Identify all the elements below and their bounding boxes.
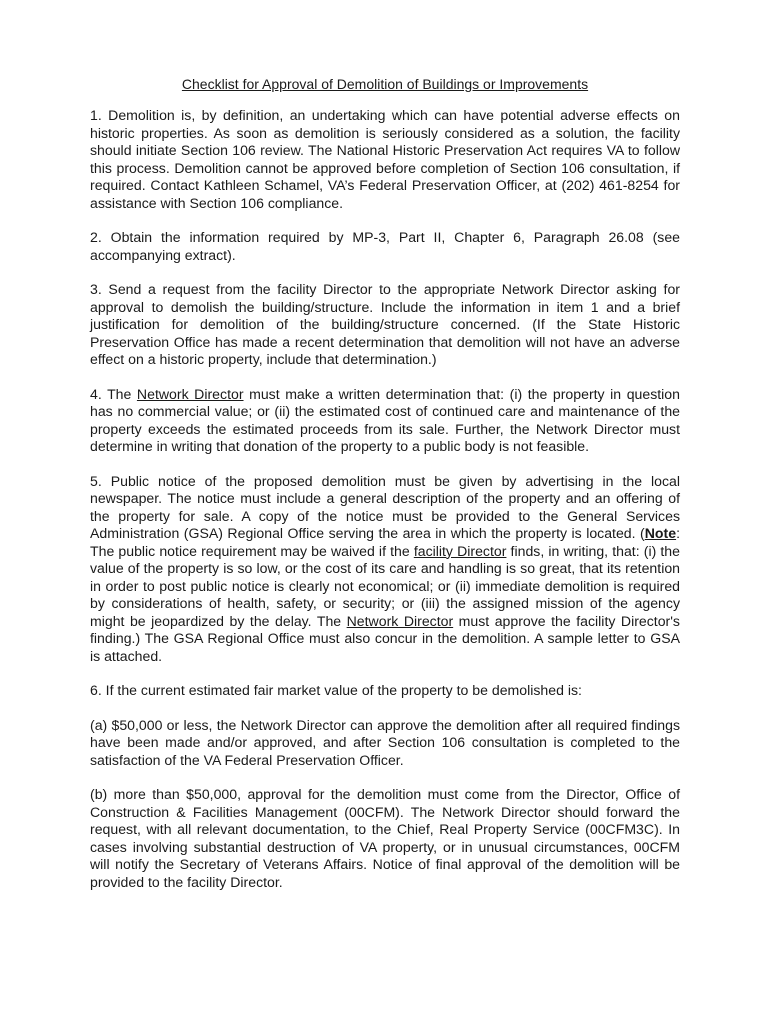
paragraph-6b: (b) more than $50,000, approval for the demolition must come from the Director, Office of Construction & Facilities Management (00CFM). The Network Director should forward the request, with all relevant documentation, to the Chief, Real Property Service (00CFM3C). In cases involving substantial destruction of VA property, or in unusual circumstances, 00CFM will notify the Secretary of Veterans Affairs. Notice of final approval of the demolition will be provided to the facility Director. [90,786,680,890]
facility-director-underlined: facility Director [413,542,507,559]
paragraph-5-text-a: 5. Public notice of the proposed demolition must be given by advertising in the local newspaper. The notice must include a general description of the property and an offering of the property for sale. A copy of the notice must be provided to the General Services Administration (GSA) Regional Office serving the area in which the property is located. ( [90,472,680,541]
paragraph-4-text-a: 4. The [90,385,137,402]
note-label: Note [644,525,677,541]
paragraph-5 [90,473,680,666]
paragraph-2: 2. Obtain the information required by MP-3, Part II, Chapter 6, Paragraph 26.08 (see accompanying extract). [90,229,680,263]
paragraph-5-text-d: must approve the facility Director's finding.) The GSA Regional Office must also concur in the demolition. A sample letter to GSA is attached. [90,612,680,664]
paragraph-4 [90,386,680,456]
paragraph-5-text-c: finds, in writing, that: (i) the value of the property is so low, or the cost of its care and handling is so great, that its retention in order to post public notice is clearly not economical; or (ii) immediate demolition is required by considerations of health, safety, or security; or (iii) the assigned mission of the agency might be jeopardized by the delay. The [90,542,680,629]
paragraph-5-text-b: : The public notice requirement may be waived if the [90,525,680,559]
network-director-underlined: Network Director [136,385,244,402]
paragraph-1: 1. Demolition is, by definition, an undertaking which can have potential adverse effects on historic properties. As soon as demolition is seriously considered as a solution, the facility should initiate Section 106 review. The National Historic Preservation Act requires VA to follow this process. Demolition cannot be approved before completion of Section 106 consultation, if required. Contact Kathleen Schamel, VA’s Federal Preservation Officer, at (202) 461-8254 for assistance with Section 106 compliance. [90,107,680,211]
paragraph-6: 6. If the current estimated fair market value of the property to be demolished is: [90,682,582,698]
network-director-underlined: Network Director [346,612,454,629]
paragraph-4-text-b: must make a written determination that: (i) the property in question has no commercial value; or (ii) the estimated cost of continued care and maintenance of the property exceeds the estimated proceeds from its sale. Further, the Network Director must determine in writing that donation of the property to a public body is not feasible. [90,385,680,454]
paragraph-6a: (a) $50,000 or less, the Network Director can approve the demolition after all required findings have been made and/or approved, and after Section 106 consultation is completed to the satisfaction of the VA Federal Preservation Officer. [90,716,680,768]
document-title: Checklist for Approval of Demolition of Buildings or Improvements [181,76,589,92]
paragraph-3: 3. Send a request from the facility Director to the appropriate Network Director asking for approval to demolish the building/structure. Include the information in item 1 and a brief justification for demolition of the building/structure concerned. (If the State Historic Preservation Office has made a recent determination that demolition will not have an adverse effect on a historic property, include that determination.) [90,281,680,367]
